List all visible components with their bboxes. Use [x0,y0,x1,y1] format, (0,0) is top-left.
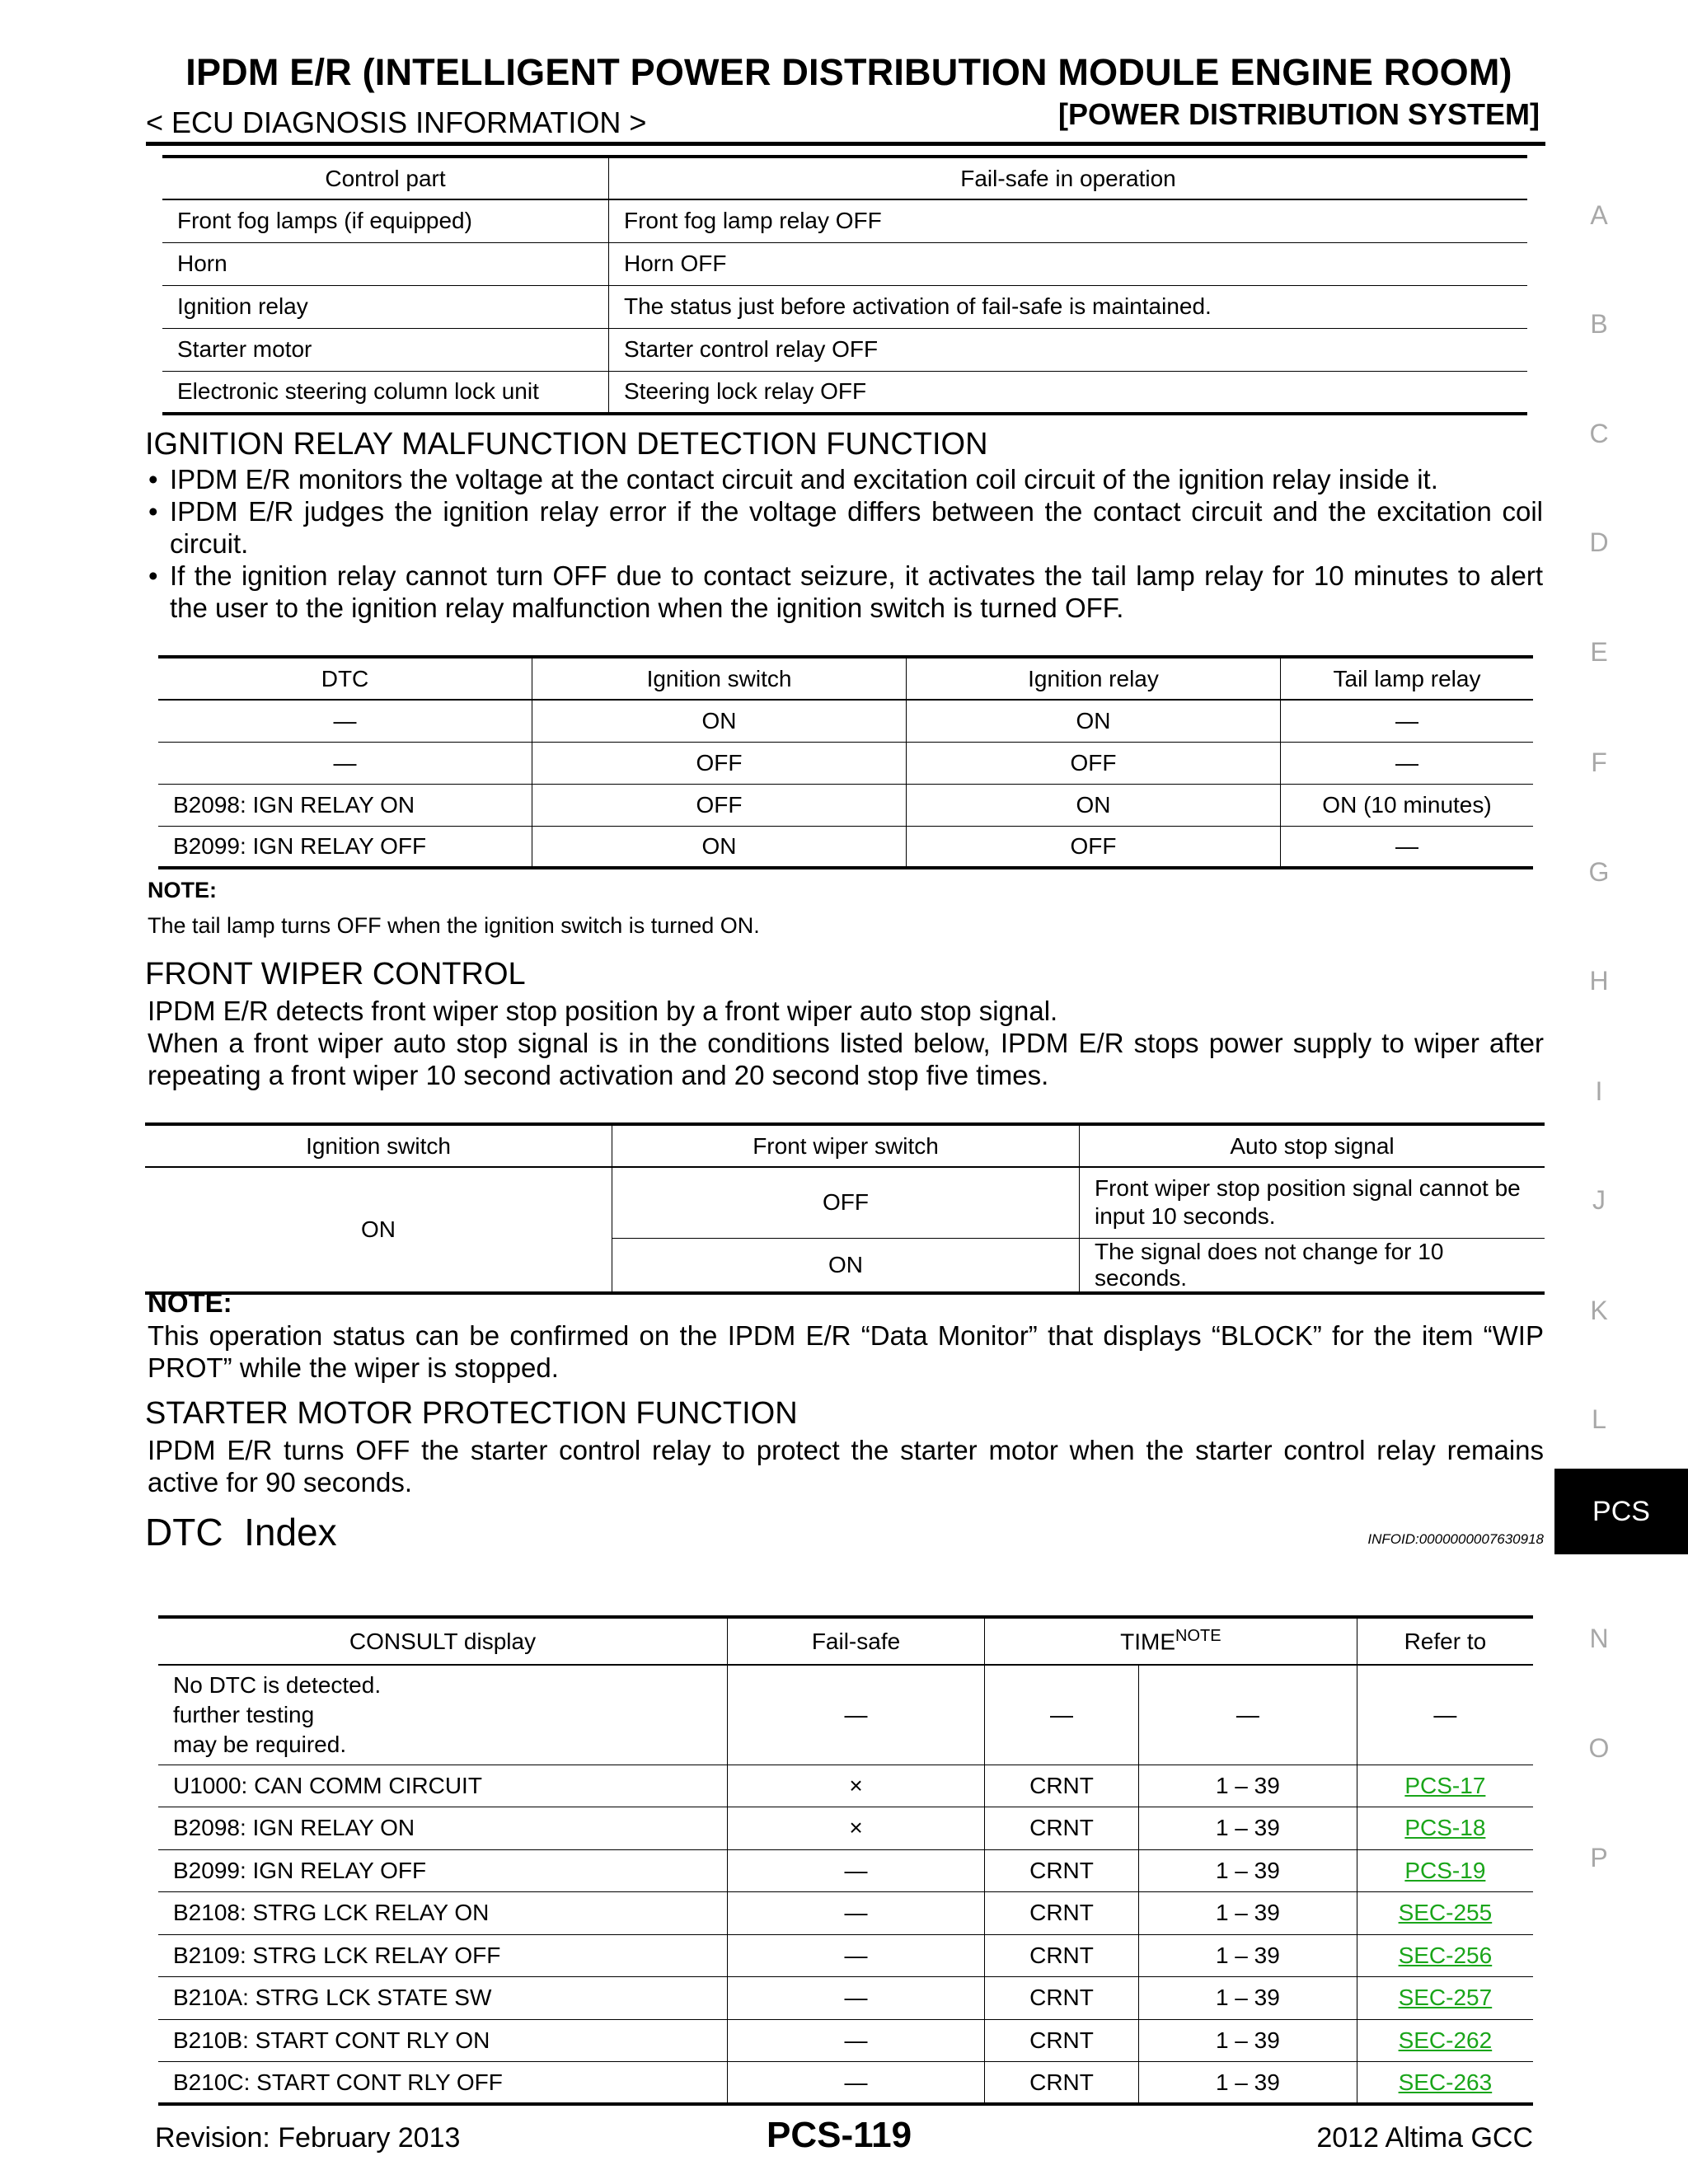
table-cell: — [1139,1665,1357,1765]
ignition-relay-bullets [145,463,1543,624]
table-cell [1357,2019,1533,2062]
table-cell: — [728,1892,985,1935]
table-cell [1357,1977,1533,2020]
side-index-letter[interactable]: A [1590,200,1608,230]
table-cell: Front fog lamp relay OFF [609,199,1528,242]
col-header: Ignition switch [145,1124,612,1167]
table-row [158,2062,1533,2105]
refer-link[interactable]: PCS-18 [1404,1815,1486,1841]
table-cell: × [728,1807,985,1850]
table-cell: OFF [532,784,907,826]
dtc-rows [158,1765,1533,2104]
table-cell [1357,1765,1533,1807]
table-cell: — [1357,1665,1533,1765]
table-row [158,1807,1533,1850]
table-row [162,242,1527,285]
table-cell: ON [532,826,907,868]
info-id: INFOID:0000000007630918 [1367,1531,1544,1547]
table-cell: ON [532,700,907,742]
refer-link[interactable]: PCS-19 [1404,1857,1486,1883]
table-cell: CRNT [985,2019,1139,2062]
col-header: Refer to [1357,1617,1533,1665]
footer-page-number: PCS-119 [767,2115,912,2155]
table-cell: The status just before activation of fail-safe is maintained. [609,285,1528,328]
refer-link[interactable]: SEC-257 [1398,1985,1493,2011]
table-cell: OFF [907,742,1281,784]
col-header: Control part [162,157,609,199]
table-cell: B2098: IGN RELAY ON [158,1807,728,1850]
table-cell: B2099: IGN RELAY OFF [158,826,532,868]
side-index-letter[interactable]: C [1589,419,1609,448]
table-cell: 1 – 39 [1139,1849,1357,1892]
table-cell: B2109: STRG LCK RELAY OFF [158,1934,728,1977]
table-cell: 1 – 39 [1139,1934,1357,1977]
table-cell: — [158,700,532,742]
col-header-time [985,1617,1357,1665]
side-index-letter[interactable]: E [1590,637,1608,667]
table-cell: — [728,1665,985,1765]
starter-text: IPDM E/R turns OFF the starter control relay to protect the starter motor when the starter control relay remains active for 90 seconds. [148,1435,1544,1497]
note-label: NOTE: [148,1287,232,1318]
table-cell: B210A: STRG LCK STATE SW [158,1977,728,2020]
table-row [162,371,1527,414]
table-cell: — [1281,742,1534,784]
note-label: NOTE: [148,878,217,902]
table-cell: B2098: IGN RELAY ON [158,784,532,826]
table-cell: The signal does not change for 10 seconds. [1080,1238,1545,1293]
side-index-letter[interactable]: P [1590,1843,1608,1872]
dtc-index-title: DTC Index [145,1511,337,1554]
table-row [158,1934,1533,1977]
table-cell: B210B: START CONT RLY ON [158,2019,728,2062]
table-cell [158,1665,728,1765]
table-cell: CRNT [985,1807,1139,1850]
dtc-index-table [158,1615,1533,2106]
table-header-row [158,1617,1533,1665]
side-tab-pcs[interactable]: PCS [1554,1469,1688,1554]
col-header: Ignition switch [532,657,907,700]
table-cell [1357,1807,1533,1850]
table-cell: OFF [612,1167,1080,1238]
cell-line: further testing [173,1701,315,1727]
table-cell: — [1281,826,1534,868]
table-cell: 1 – 39 [1139,1765,1357,1807]
table-cell: Starter motor [162,328,609,371]
table-cell: 1 – 39 [1139,2062,1357,2105]
table-cell: ON [145,1167,612,1293]
table-cell: — [728,2062,985,2105]
side-index-letter[interactable]: I [1595,1076,1603,1106]
side-index-letter[interactable]: B [1590,309,1608,339]
col-header: Front wiper switch [612,1124,1080,1167]
side-index-letter[interactable]: O [1588,1733,1610,1763]
table-cell [1357,1849,1533,1892]
table-cell: CRNT [985,1892,1139,1935]
table-cell: ON (10 minutes) [1281,784,1534,826]
time-label: TIME [1120,1629,1176,1655]
side-index-letter[interactable]: D [1589,527,1609,557]
table-cell: — [1281,700,1534,742]
table-row [162,199,1527,242]
refer-link[interactable]: SEC-256 [1398,1942,1493,1968]
section-heading-front-wiper: FRONT WIPER CONTROL [145,957,526,991]
section-header: [POWER DISTRIBUTION SYSTEM] [1058,97,1540,131]
table-cell: 1 – 39 [1139,1977,1357,2020]
table-cell: Electronic steering column lock unit [162,371,609,414]
col-header: Fail-safe [728,1617,985,1665]
table-row [158,1892,1533,1935]
table-row [162,285,1527,328]
side-index-letter[interactable]: K [1590,1296,1608,1325]
col-header: Tail lamp relay [1281,657,1534,700]
table-row [158,2019,1533,2062]
refer-link[interactable]: PCS-17 [1404,1772,1486,1798]
table-cell: OFF [532,742,907,784]
table-cell: Front wiper stop position signal cannot be input 10 seconds. [1080,1167,1545,1238]
table-cell: Front fog lamps (if equipped) [162,199,609,242]
table-cell: — [728,1849,985,1892]
table-cell: B2099: IGN RELAY OFF [158,1849,728,1892]
refer-link[interactable]: SEC-262 [1398,2027,1493,2053]
table-cell: B210C: START CONT RLY OFF [158,2062,728,2105]
bullet-item: • If the ignition relay cannot turn OFF due to contact seizure, it activates the tail lamp relay for 10 minutes to alert the user to the ignition relay malfunction when the ignition switch is turned OFF. [145,560,1543,624]
side-index-letter[interactable]: N [1589,1624,1609,1653]
note-text: This operation status can be confirmed on the IPDM E/R “Data Monitor” that displays “BLOCK” for the item “WIP PROT” while the wiper is stopped. [148,1320,1544,1383]
side-index-letter[interactable]: L [1592,1404,1606,1434]
table-row [158,1665,1533,1765]
bullet-item: • IPDM E/R monitors the voltage at the contact circuit and excitation coil circuit of the ignition relay inside it. [145,463,1543,495]
table-cell: ON [907,700,1281,742]
ignition-relay-table [158,655,1533,869]
table-cell [1357,1934,1533,1977]
table-cell: Horn [162,242,609,285]
table-cell: Starter control relay OFF [609,328,1528,371]
table-cell: — [728,1977,985,2020]
table-cell: CRNT [985,1977,1139,2020]
table-row [162,328,1527,371]
table-cell [1357,1892,1533,1935]
table-cell: Steering lock relay OFF [609,371,1528,414]
time-note-sup: NOTE [1175,1627,1221,1646]
refer-link[interactable]: SEC-255 [1398,1900,1493,1926]
wiper-paragraph-1: IPDM E/R detects front wiper stop position by a front wiper auto stop signal. [148,996,1058,1026]
footer-revision: Revision: February 2013 [155,2122,461,2154]
note-text: The tail lamp turns OFF when the ignition switch is turned ON. [148,913,760,938]
table-cell: — [985,1665,1139,1765]
cell-line: No DTC is detected. [173,1671,382,1698]
table-cell: — [158,742,532,784]
table-cell: 1 – 39 [1139,1807,1357,1850]
col-header: Ignition relay [907,657,1281,700]
section-heading-ignition-relay: IGNITION RELAY MALFUNCTION DETECTION FUNCTION [145,427,988,462]
page-title: IPDM E/R (INTELLIGENT POWER DISTRIBUTION MODULE ENGINE ROOM) [185,51,1512,93]
table-row [158,1977,1533,2020]
table-cell: × [728,1765,985,1807]
side-index-letter[interactable]: F [1591,748,1607,777]
table-header-row [158,657,1533,700]
table-cell: — [728,2019,985,2062]
col-header: Auto stop signal [1080,1124,1545,1167]
table-cell [1357,2062,1533,2105]
table-row [158,700,1533,742]
table-cell: 1 – 39 [1139,1892,1357,1935]
cell-line: may be required. [173,1731,347,1757]
table-header-row [145,1124,1545,1167]
side-index-letter[interactable]: H [1589,966,1609,996]
table-cell: Horn OFF [609,242,1528,285]
refer-link[interactable]: SEC-263 [1398,2069,1493,2095]
side-index-letter[interactable]: G [1588,857,1610,887]
bullet-item: • IPDM E/R judges the ignition relay error if the voltage differs between the contact circuit and the excitation coil circuit. [145,495,1543,560]
col-header: CONSULT display [158,1617,728,1665]
failsafe-table [162,155,1527,415]
table-cell: ON [907,784,1281,826]
table-row [158,742,1533,784]
table-cell: CRNT [985,2062,1139,2105]
table-cell: Ignition relay [162,285,609,328]
section-heading-starter: STARTER MOTOR PROTECTION FUNCTION [145,1396,798,1431]
table-row [158,1765,1533,1807]
table-row [145,1167,1545,1238]
header-divider [146,142,1545,146]
table-cell: B2108: STRG LCK RELAY ON [158,1892,728,1935]
table-cell: CRNT [985,1934,1139,1977]
table-cell: 1 – 39 [1139,2019,1357,2062]
table-row [158,784,1533,826]
table-cell: — [728,1934,985,1977]
table-header-row [162,157,1527,199]
table-row [158,1849,1533,1892]
table-cell: U1000: CAN COMM CIRCUIT [158,1765,728,1807]
breadcrumb: < ECU DIAGNOSIS INFORMATION > [146,105,647,139]
footer-model: 2012 Altima GCC [1316,2122,1533,2154]
side-index-letter[interactable]: J [1592,1185,1606,1215]
wiper-paragraph-2: When a front wiper auto stop signal is in the conditions listed below, IPDM E/R stops power supply to wiper after repeating a front wiper 10 second activation and 20 second stop five times. [148,1028,1544,1090]
col-header: DTC [158,657,532,700]
wiper-table [145,1122,1545,1295]
table-cell: OFF [907,826,1281,868]
table-cell: CRNT [985,1765,1139,1807]
col-header: Fail-safe in operation [609,157,1528,199]
table-cell: CRNT [985,1849,1139,1892]
table-row [158,826,1533,868]
table-cell: ON [612,1238,1080,1293]
